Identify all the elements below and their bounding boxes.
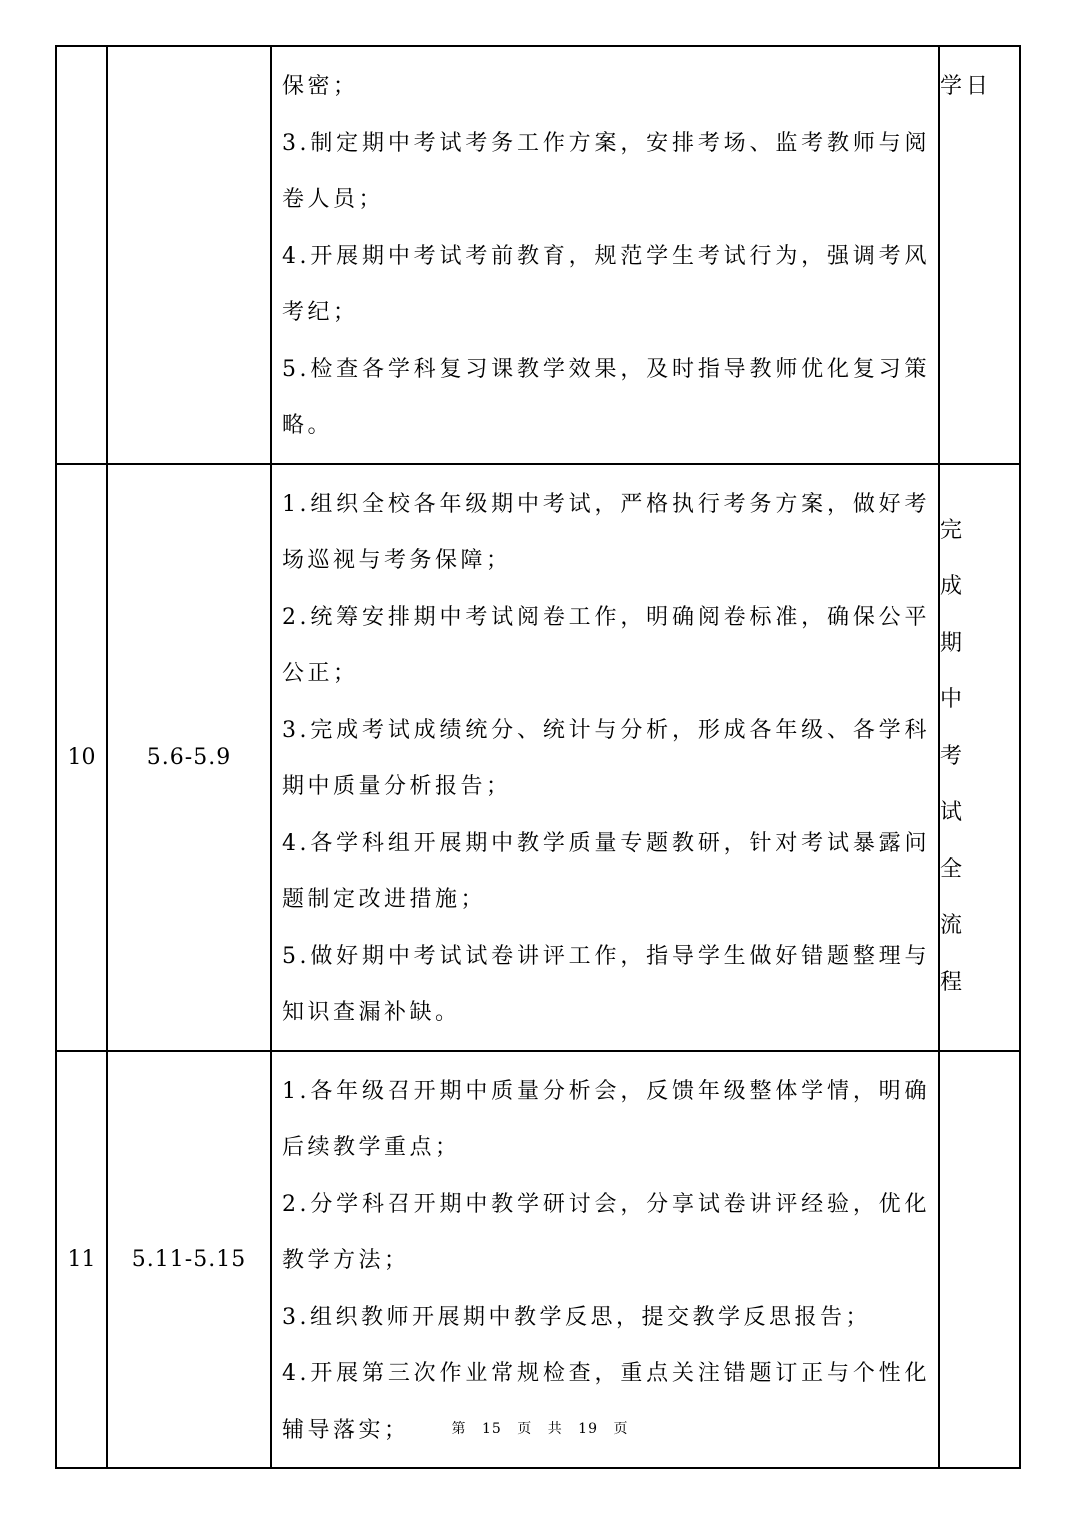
list-item: 4.各学科组开展期中教学质量专题教研，针对考试暴露问题制定改进措施； [282,830,930,912]
footer-page-label: 页 [517,1421,533,1437]
list-item: 2.统筹安排期中考试阅卷工作，明确阅卷标准，确保公平公正； [282,604,930,686]
footer-total-label: 共 [547,1421,563,1437]
page-footer [0,1418,1080,1438]
current-page-number: 15 [481,1421,502,1437]
list-item: 1.各年级召开期中质量分析会，反馈年级整体学情，明确后续教学重点； [282,1078,930,1160]
week-cell [56,46,107,464]
note-cell: 学日 [939,46,1020,464]
list-item: 3.完成考试成绩统分、统计与分析，形成各年级、各学科期中质量分析报告； [282,717,930,799]
schedule-table [55,45,1021,1469]
footer-suffix: 页 [613,1421,629,1437]
list-item: 2.分学科召开期中教学研讨会，分享试卷讲评经验，优化教学方法； [282,1191,930,1273]
week-cell: 11 [56,1051,107,1469]
table-row [56,1051,1020,1469]
week-cell: 10 [56,464,107,1051]
content-cell [271,46,939,464]
list-item: 3.制定期中考试考务工作方案，安排考场、监考教师与阅卷人员； [282,130,930,212]
list-item: 1.组织全校各年级期中考试，严格执行考务方案，做好考场巡视与考务保障； [282,491,930,573]
footer-prefix: 第 [451,1421,467,1437]
date-cell [107,46,271,464]
note-cell: 完成期中考试全流程 [939,464,1020,1051]
list-item: 5.检查各学科复习课教学效果，及时指导教师优化复习策略。 [282,356,930,438]
date-cell: 5.6-5.9 [107,464,271,1051]
list-item: 4.开展第三次作业常规检查，重点关注错题订正与个性化辅导落实； [282,1361,930,1443]
table-row [56,46,1020,464]
content-cell [271,464,939,1051]
list-item: 3.组织教师开展期中教学反思，提交教学反思报告； [282,1304,871,1330]
note-cell [939,1051,1020,1469]
content-cell [271,1051,939,1469]
date-cell: 5.11-5.15 [107,1051,271,1469]
total-page-number: 19 [578,1421,598,1437]
table-row [56,464,1020,1051]
list-item: 5.做好期中考试试卷讲评工作，指导学生做好错题整理与知识查漏补缺。 [282,943,930,1025]
list-item: 保密； [282,74,359,99]
list-item: 4.开展期中考试考前教育，规范学生考试行为，强调考风考纪； [282,243,930,325]
